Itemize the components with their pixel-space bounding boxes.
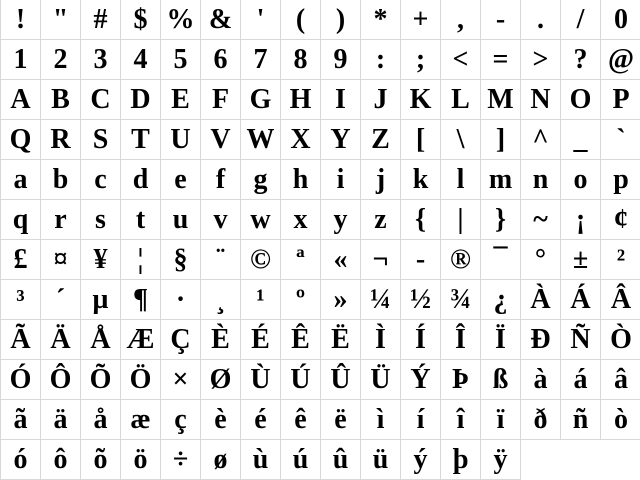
glyph-cell[interactable]: Í (401, 320, 441, 360)
glyph-cell[interactable]: f (201, 160, 241, 200)
glyph-cell[interactable]: õ (81, 440, 121, 480)
glyph-cell[interactable]: 5 (161, 40, 201, 80)
glyph-cell[interactable]: | (441, 200, 481, 240)
glyph-cell[interactable]: s (81, 200, 121, 240)
glyph-cell[interactable]: r (41, 200, 81, 240)
glyph-cell[interactable]: Ó (1, 360, 41, 400)
glyph-cell[interactable]: å (81, 400, 121, 440)
glyph-cell[interactable]: á (561, 360, 601, 400)
glyph-cell[interactable]: Î (441, 320, 481, 360)
glyph-cell[interactable]: Ñ (561, 320, 601, 360)
glyph-cell[interactable]: Ù (241, 360, 281, 400)
glyph-cell[interactable]: Ë (321, 320, 361, 360)
glyph-cell[interactable]: * (361, 0, 401, 40)
glyph-cell[interactable]: × (161, 360, 201, 400)
glyph-cell[interactable]: ~ (521, 200, 561, 240)
glyph-cell[interactable]: Ä (41, 320, 81, 360)
glyph-cell[interactable]: » (321, 280, 361, 320)
glyph-cell[interactable]: 9 (321, 40, 361, 80)
glyph-cell[interactable]: ë (321, 400, 361, 440)
glyph-cell[interactable]: \ (441, 120, 481, 160)
glyph-cell[interactable]: ¯ (481, 240, 521, 280)
glyph-cell[interactable]: + (401, 0, 441, 40)
glyph-cell[interactable]: È (201, 320, 241, 360)
glyph-cell[interactable]: · (161, 280, 201, 320)
glyph-cell[interactable]: { (401, 200, 441, 240)
glyph-cell[interactable]: Ç (161, 320, 201, 360)
glyph-cell[interactable]: û (321, 440, 361, 480)
glyph-cell[interactable]: Ö (121, 360, 161, 400)
glyph-cell[interactable]: ý (401, 440, 441, 480)
glyph-cell[interactable]: £ (1, 240, 41, 280)
glyph-cell[interactable]: [ (401, 120, 441, 160)
empty-cell (601, 440, 640, 480)
glyph-cell[interactable]: ¦ (121, 240, 161, 280)
glyph-cell[interactable]: y (321, 200, 361, 240)
glyph-cell[interactable]: Ò (601, 320, 640, 360)
glyph-cell[interactable]: i (321, 160, 361, 200)
glyph-cell[interactable]: # (81, 0, 121, 40)
glyph-cell[interactable]: É (241, 320, 281, 360)
glyph-cell[interactable]: / (561, 0, 601, 40)
glyph-cell[interactable]: Å (81, 320, 121, 360)
glyph-cell[interactable]: à (521, 360, 561, 400)
glyph-cell[interactable]: ± (561, 240, 601, 280)
glyph-cell[interactable]: Ð (521, 320, 561, 360)
glyph-cell[interactable]: ` (601, 120, 640, 160)
glyph-cell[interactable]: ? (561, 40, 601, 80)
glyph-cell[interactable]: S (81, 120, 121, 160)
glyph-cell[interactable]: ø (201, 440, 241, 480)
glyph-cell[interactable]: ß (481, 360, 521, 400)
glyph-cell[interactable]: R (41, 120, 81, 160)
glyph-cell[interactable]: 4 (121, 40, 161, 80)
glyph-cell[interactable]: ´ (41, 280, 81, 320)
glyph-cell[interactable]: Æ (121, 320, 161, 360)
glyph-cell[interactable]: @ (601, 40, 640, 80)
glyph-cell[interactable]: ÿ (481, 440, 521, 480)
glyph-cell[interactable]: ¾ (441, 280, 481, 320)
glyph-cell[interactable]: a (1, 160, 41, 200)
glyph-cell[interactable]: ã (1, 400, 41, 440)
glyph-cell[interactable]: Õ (81, 360, 121, 400)
glyph-cell[interactable]: H (281, 80, 321, 120)
glyph-cell[interactable]: X (281, 120, 321, 160)
glyph-cell[interactable]: , (441, 0, 481, 40)
glyph-cell[interactable]: - (401, 240, 441, 280)
glyph-cell[interactable]: ö (121, 440, 161, 480)
glyph-cell[interactable]: Á (561, 280, 601, 320)
glyph-cell[interactable]: J (361, 80, 401, 120)
glyph-cell[interactable]: E (161, 80, 201, 120)
glyph-cell[interactable]: ª (281, 240, 321, 280)
glyph-cell[interactable]: D (121, 80, 161, 120)
glyph-cell[interactable]: L (441, 80, 481, 120)
glyph-cell[interactable]: $ (121, 0, 161, 40)
glyph-cell[interactable]: ì (361, 400, 401, 440)
glyph-cell[interactable]: ÷ (161, 440, 201, 480)
glyph-cell[interactable]: ; (401, 40, 441, 80)
glyph-cell[interactable]: Û (321, 360, 361, 400)
glyph-cell[interactable]: M (481, 80, 521, 120)
glyph-cell[interactable]: Â (601, 280, 640, 320)
glyph-cell[interactable]: ¤ (41, 240, 81, 280)
glyph-cell[interactable]: À (521, 280, 561, 320)
glyph-cell[interactable]: W (241, 120, 281, 160)
glyph-cell[interactable]: : (361, 40, 401, 80)
glyph-cell[interactable]: ¹ (241, 280, 281, 320)
glyph-cell[interactable]: x (281, 200, 321, 240)
glyph-cell[interactable]: 1 (1, 40, 41, 80)
glyph-cell[interactable]: = (481, 40, 521, 80)
glyph-cell[interactable]: h (281, 160, 321, 200)
glyph-cell[interactable]: 6 (201, 40, 241, 80)
glyph-cell[interactable]: Ü (361, 360, 401, 400)
glyph-cell[interactable]: z (361, 200, 401, 240)
glyph-cell[interactable]: < (441, 40, 481, 80)
glyph-cell[interactable]: o (561, 160, 601, 200)
glyph-cell[interactable]: ô (41, 440, 81, 480)
glyph-cell[interactable]: î (441, 400, 481, 440)
glyph-cell[interactable]: æ (121, 400, 161, 440)
glyph-cell[interactable]: ï (481, 400, 521, 440)
glyph-cell[interactable]: Ú (281, 360, 321, 400)
glyph-cell[interactable]: Ø (201, 360, 241, 400)
glyph-cell[interactable]: l (441, 160, 481, 200)
glyph-cell[interactable]: e (161, 160, 201, 200)
glyph-cell[interactable]: g (241, 160, 281, 200)
glyph-cell[interactable]: m (481, 160, 521, 200)
glyph-cell[interactable]: T (121, 120, 161, 160)
glyph-cell[interactable]: b (41, 160, 81, 200)
glyph-cell[interactable]: ¬ (361, 240, 401, 280)
glyph-cell[interactable]: - (481, 0, 521, 40)
glyph-cell[interactable]: § (161, 240, 201, 280)
glyph-cell[interactable]: j (361, 160, 401, 200)
glyph-cell[interactable]: B (41, 80, 81, 120)
glyph-cell[interactable]: v (201, 200, 241, 240)
glyph-cell[interactable]: Z (361, 120, 401, 160)
glyph-cell[interactable]: O (561, 80, 601, 120)
glyph-cell[interactable]: K (401, 80, 441, 120)
glyph-cell[interactable]: ¥ (81, 240, 121, 280)
empty-cell (561, 440, 601, 480)
glyph-cell[interactable]: ² (601, 240, 640, 280)
glyph-cell[interactable]: ¸ (201, 280, 241, 320)
glyph-cell[interactable]: 2 (41, 40, 81, 80)
glyph-cell[interactable]: ¶ (121, 280, 161, 320)
glyph-cell[interactable]: k (401, 160, 441, 200)
glyph-cell[interactable]: 8 (281, 40, 321, 80)
glyph-cell[interactable]: 7 (241, 40, 281, 80)
glyph-cell[interactable]: ú (281, 440, 321, 480)
glyph-cell[interactable]: ¼ (361, 280, 401, 320)
glyph-cell[interactable]: ¨ (201, 240, 241, 280)
glyph-cell[interactable]: ð (521, 400, 561, 440)
glyph-cell[interactable]: ] (481, 120, 521, 160)
glyph-cell[interactable]: V (201, 120, 241, 160)
glyph-cell[interactable]: c (81, 160, 121, 200)
glyph-cell[interactable]: ¿ (481, 280, 521, 320)
glyph-cell[interactable]: 0 (601, 0, 640, 40)
glyph-cell[interactable]: ' (241, 0, 281, 40)
glyph-cell[interactable]: ® (441, 240, 481, 280)
glyph-cell[interactable]: ½ (401, 280, 441, 320)
glyph-cell[interactable]: ó (1, 440, 41, 480)
glyph-cell[interactable]: Ê (281, 320, 321, 360)
glyph-cell[interactable]: ! (1, 0, 41, 40)
glyph-cell[interactable]: ( (281, 0, 321, 40)
glyph-cell[interactable]: ê (281, 400, 321, 440)
glyph-cell[interactable]: " (41, 0, 81, 40)
glyph-cell[interactable]: Ã (1, 320, 41, 360)
glyph-cell[interactable]: µ (81, 280, 121, 320)
glyph-cell[interactable]: ^ (521, 120, 561, 160)
glyph-cell[interactable]: º (281, 280, 321, 320)
glyph-cell[interactable]: © (241, 240, 281, 280)
glyph-cell[interactable]: þ (441, 440, 481, 480)
glyph-cell[interactable]: « (321, 240, 361, 280)
glyph-cell[interactable]: F (201, 80, 241, 120)
glyph-cell[interactable]: ) (321, 0, 361, 40)
glyph-cell[interactable]: Ï (481, 320, 521, 360)
glyph-cell[interactable]: & (201, 0, 241, 40)
glyph-cell[interactable]: 3 (81, 40, 121, 80)
glyph-cell[interactable]: Ý (401, 360, 441, 400)
glyph-cell[interactable]: % (161, 0, 201, 40)
glyph-cell[interactable]: A (1, 80, 41, 120)
glyph-cell[interactable]: P (601, 80, 640, 120)
glyph-cell[interactable]: ù (241, 440, 281, 480)
glyph-cell[interactable]: I (321, 80, 361, 120)
glyph-cell[interactable]: ° (521, 240, 561, 280)
glyph-cell[interactable]: í (401, 400, 441, 440)
glyph-cell[interactable]: Y (321, 120, 361, 160)
glyph-cell[interactable]: Q (1, 120, 41, 160)
glyph-cell[interactable]: N (521, 80, 561, 120)
glyph-cell[interactable]: Þ (441, 360, 481, 400)
glyph-cell[interactable]: u (161, 200, 201, 240)
glyph-cell[interactable]: } (481, 200, 521, 240)
glyph-cell[interactable]: ñ (561, 400, 601, 440)
glyph-cell[interactable]: p (601, 160, 640, 200)
glyph-cell[interactable]: ü (361, 440, 401, 480)
glyph-cell[interactable]: é (241, 400, 281, 440)
glyph-cell[interactable]: G (241, 80, 281, 120)
empty-cell (521, 440, 561, 480)
glyph-cell[interactable]: t (121, 200, 161, 240)
glyph-cell[interactable]: Ô (41, 360, 81, 400)
glyph-cell[interactable]: _ (561, 120, 601, 160)
glyph-cell[interactable]: ¢ (601, 200, 640, 240)
glyph-cell[interactable]: w (241, 200, 281, 240)
glyph-cell[interactable]: ¡ (561, 200, 601, 240)
glyph-cell[interactable]: ç (161, 400, 201, 440)
glyph-cell[interactable]: . (521, 0, 561, 40)
glyph-cell[interactable]: q (1, 200, 41, 240)
glyph-cell[interactable]: è (201, 400, 241, 440)
glyph-cell[interactable]: ³ (1, 280, 41, 320)
glyph-cell[interactable]: d (121, 160, 161, 200)
glyph-cell[interactable]: â (601, 360, 640, 400)
glyph-cell[interactable]: > (521, 40, 561, 80)
glyph-cell[interactable]: C (81, 80, 121, 120)
glyph-cell[interactable]: U (161, 120, 201, 160)
glyph-cell[interactable]: ò (601, 400, 640, 440)
glyph-cell[interactable]: Ì (361, 320, 401, 360)
glyph-cell[interactable]: n (521, 160, 561, 200)
glyph-cell[interactable]: ä (41, 400, 81, 440)
